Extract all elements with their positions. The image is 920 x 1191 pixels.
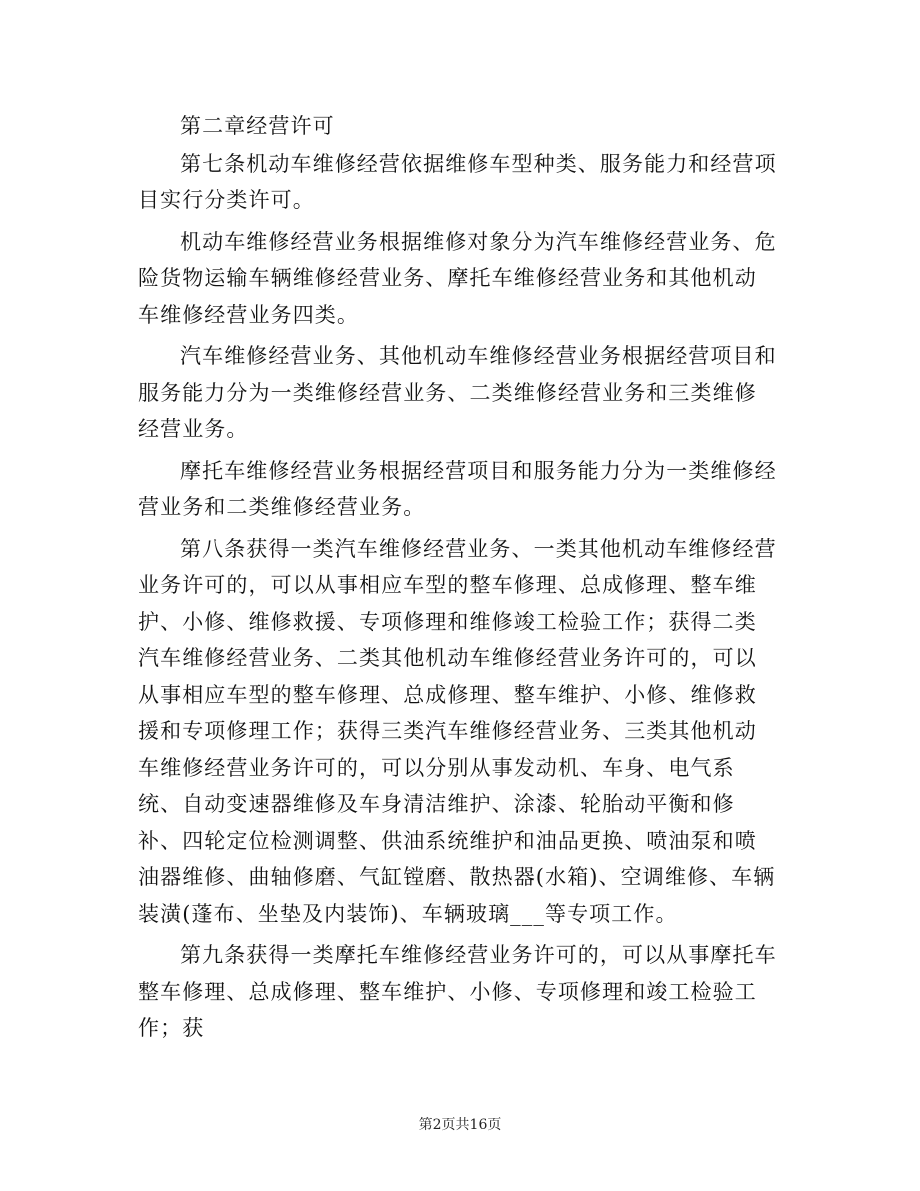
motorcycle-repair-classes-paragraph: 摩托车维修经营业务根据经营项目和服务能力分为一类维修经营业务和二类维修经营业务。	[138, 458, 777, 519]
article-7-paragraph: 第七条机动车维修经营依据维修车型种类、服务能力和经营项目实行分类许可。	[138, 151, 777, 212]
chapter-heading: 第二章经营许可	[180, 114, 335, 138]
article-9-paragraph: 第九条获得一类摩托车维修经营业务许可的，可以从事摩托车整车修理、总成修理、整车维护、小修、专项修理和竣工检验工作；获	[138, 943, 777, 1040]
auto-repair-classes-paragraph: 汽车维修经营业务、其他机动车维修经营业务根据经营项目和服务能力分为一类维修经营业务、二类维修经营业务和三类维修经营业务。	[138, 344, 777, 441]
page-number-footer: 第2页共16页	[418, 1117, 502, 1133]
article-8-paragraph: 第八条获得一类汽车维修经营业务、一类其他机动车维修经营业务许可的，可以从事相应车型的整车修理、总成修理、整车维护、小修、维修救援、专项修理和维修竣工检验工作；获得二类汽车维修经营业务、二类其他机动车维修经营业务许可的，可以从事相应车型的整车修理、总成修理、整车维护、小修、维修救援和专项修理工作；获得三类汽车维修经营业务、三类其他机动车维修经营业务许可的，可以分别从事发动机、车身、电气系统、自动变速器维修及车身清洁维护、涂漆、轮胎动平衡和修补、四轮定位检测调整、供油系统维护和油品更换、喷油泵和喷油器维修、曲轴修磨、气缸镗磨、散热器(水箱)、空调维修、车辆装潢(蓬布、坐垫及内装饰)、车辆玻璃___等专项工作。	[138, 536, 777, 926]
business-categories-paragraph: 机动车维修经营业务根据维修对象分为汽车维修经营业务、危险货物运输车辆维修经营业务、摩托车维修经营业务和其他机动车维修经营业务四类。	[138, 229, 777, 327]
document-body	[138, 108, 778, 1052]
